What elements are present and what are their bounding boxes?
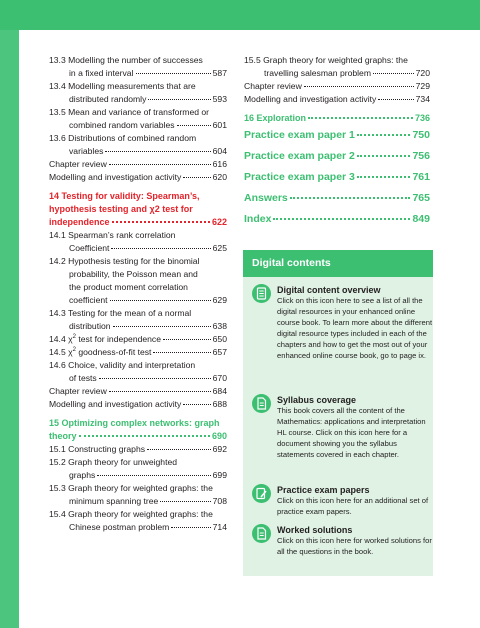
dot-leader <box>105 151 210 152</box>
dot-leader <box>112 221 210 223</box>
toc-entry-14-6-cont[interactable]: of tests 670 <box>69 373 227 383</box>
toc-answers[interactable]: Answers 765 <box>244 192 430 204</box>
toc-left-column <box>49 54 227 534</box>
toc-entry-13-3-cont[interactable]: in a fixed interval 587 <box>69 68 227 78</box>
toc-entry-13-6[interactable]: 13.6 Distributions of combined random <box>49 133 197 143</box>
pencil-paper-icon[interactable] <box>252 484 271 503</box>
dot-leader <box>357 155 411 157</box>
dot-leader <box>357 176 411 178</box>
toc-entry-15-3[interactable]: 15.3 Graph theory for weighted graphs: the <box>49 483 213 493</box>
toc-entry-15-4-cont[interactable]: Chinese postman problem 714 <box>69 522 227 532</box>
dot-leader <box>113 326 211 327</box>
toc-entry-14-2[interactable]: 14.2 Hypothesis testing for the binomial <box>49 256 200 266</box>
toc-chapter-14-title-line3[interactable]: independence 622 <box>49 217 227 227</box>
dot-leader <box>136 73 211 74</box>
dot-leader <box>308 117 413 119</box>
toc-entry-15-2-cont[interactable]: graphs 699 <box>69 470 227 480</box>
dot-leader <box>163 339 211 340</box>
toc-entry-14-6[interactable]: 14.6 Choice, validity and interpretation <box>49 360 196 370</box>
dot-leader <box>147 449 211 450</box>
dot-leader <box>378 99 413 100</box>
toc-entry-15-1[interactable]: 15.1 Constructing graphs 692 <box>49 444 227 454</box>
dot-leader <box>109 164 211 165</box>
toc-entry-14-1-cont[interactable]: Coefficient 625 <box>69 243 227 253</box>
dot-leader <box>148 99 210 100</box>
toc-entry-modelling-activity-15[interactable]: Modelling and investigation activity 734 <box>244 94 430 104</box>
toc-entry-14-1[interactable]: 14.1 Spearman’s rank correlation <box>49 230 176 240</box>
toc-entry-15-2[interactable]: 15.2 Graph theory for unweighted <box>49 457 178 467</box>
digital-contents-heading: Digital contents <box>243 250 433 277</box>
toc-right-column <box>244 54 430 234</box>
dot-leader <box>160 501 210 502</box>
toc-entry-13-3[interactable]: 13.3 Modelling the number of successes <box>49 55 203 65</box>
toc-chapter-14-title[interactable]: 14 Testing for validity: Spearman’s, <box>49 191 200 201</box>
toc-chapter-15-title[interactable]: 15 Optimizing complex networks: graph <box>49 418 220 428</box>
toc-entry-15-4[interactable]: 15.4 Graph theory for weighted graphs: the <box>49 509 213 519</box>
toc-entry-14-4[interactable]: 14.4 $\chi^2$ test for independence 650 <box>49 334 227 344</box>
toc-chapter-14-title-line2[interactable]: hypothesis testing and χ2 test for <box>49 204 193 214</box>
dot-leader <box>183 404 210 405</box>
toc-entry-14-2-line3: the product moment correlation <box>69 282 188 292</box>
worked-solutions-title: Worked solutions <box>277 525 353 535</box>
dot-leader <box>79 435 210 437</box>
dot-leader <box>99 378 211 379</box>
digital-content-overview-desc: Click on this icon here to see a list of all the digital resources in your enhanced online course book. To learn more about the different digital resource types included in each of the chapters and how to get the most out of your enhanced online course book, go to page ix. <box>277 296 433 360</box>
toc-entry-13-4[interactable]: 13.4 Modelling measurements that are <box>49 81 196 91</box>
dot-leader <box>97 475 210 476</box>
toc-entry-14-2-cont[interactable]: coefficient 629 <box>69 295 227 305</box>
dot-leader <box>304 86 414 87</box>
dot-leader <box>171 527 210 528</box>
page-number: vi <box>21 599 28 609</box>
toc-entry-chapter-review-14[interactable]: Chapter review 684 <box>49 386 227 396</box>
toc-entry-14-3-cont[interactable]: distribution 638 <box>69 321 227 331</box>
top-color-bar <box>0 0 480 30</box>
toc-entry-modelling-activity-14[interactable]: Modelling and investigation activity 688 <box>49 399 227 409</box>
dot-leader <box>183 177 210 178</box>
digital-contents-panel <box>243 250 433 576</box>
dot-leader <box>177 125 211 126</box>
list-document-icon[interactable] <box>252 284 271 303</box>
dot-leader <box>290 197 411 199</box>
toc-entry-14-3[interactable]: 14.3 Testing for the mean of a normal <box>49 308 192 318</box>
dot-leader <box>273 218 410 220</box>
toc-chapter-15-title-line2[interactable]: theory 690 <box>49 431 227 441</box>
toc-entry-chapter-review-15[interactable]: Chapter review 729 <box>244 81 430 91</box>
dot-leader <box>110 300 211 301</box>
toc-entry-chapter-review-13[interactable]: Chapter review 616 <box>49 159 227 169</box>
toc-entry-13-6-cont[interactable]: variables 604 <box>69 146 227 156</box>
toc-entry-modelling-activity-13[interactable]: Modelling and investigation activity 620 <box>49 172 227 182</box>
dot-leader <box>373 73 414 74</box>
dot-leader <box>109 391 211 392</box>
toc-entry-13-5-cont[interactable]: combined random variables 601 <box>69 120 227 130</box>
solutions-document-icon[interactable] <box>252 524 271 543</box>
side-color-bar <box>0 30 19 628</box>
practice-exam-papers-desc: Click on this icon here for an additional set of practice exam papers. <box>277 496 429 516</box>
toc-entry-14-2-line2: probability, the Poisson mean and <box>69 269 198 279</box>
toc-practice-exam-paper-3[interactable]: Practice exam paper 3 761 <box>244 171 430 183</box>
toc-entry-15-5-cont[interactable]: travelling salesman problem 720 <box>264 68 430 78</box>
dot-leader <box>111 248 210 249</box>
toc-entry-13-5[interactable]: 13.5 Mean and variance of transformed or <box>49 107 210 117</box>
toc-entry-15-3-cont[interactable]: minimum spanning tree 708 <box>69 496 227 506</box>
worked-solutions-desc: Click on this icon here for worked solutions for all the questions in the book. <box>277 536 432 556</box>
syllabus-coverage-title: Syllabus coverage <box>277 395 357 405</box>
digital-content-overview-title: Digital content overview <box>277 285 381 295</box>
syllabus-document-icon[interactable] <box>252 394 271 413</box>
toc-chapter-16-exploration[interactable]: 16 Exploration 736 <box>244 113 430 123</box>
toc-entry-14-5[interactable]: 14.5 $\chi^2$ goodness-of-fit test 657 <box>49 347 227 357</box>
dot-leader <box>153 352 210 353</box>
toc-entry-13-4-cont[interactable]: distributed randomly 593 <box>69 94 227 104</box>
toc-practice-exam-paper-2[interactable]: Practice exam paper 2 756 <box>244 150 430 162</box>
dot-leader <box>357 134 411 136</box>
syllabus-coverage-desc: This book covers all the content of the Mathematics: applications and interpretation HL course. Click on this icon here for a document showing you the syllabus statements covered in each chapter. <box>277 406 426 459</box>
toc-entry-15-5[interactable]: 15.5 Graph theory for weighted graphs: the <box>244 55 408 65</box>
practice-exam-papers-title: Practice exam papers <box>277 485 370 495</box>
toc-practice-exam-paper-1[interactable]: Practice exam paper 1 750 <box>244 129 430 141</box>
toc-index[interactable]: Index 849 <box>244 213 430 225</box>
